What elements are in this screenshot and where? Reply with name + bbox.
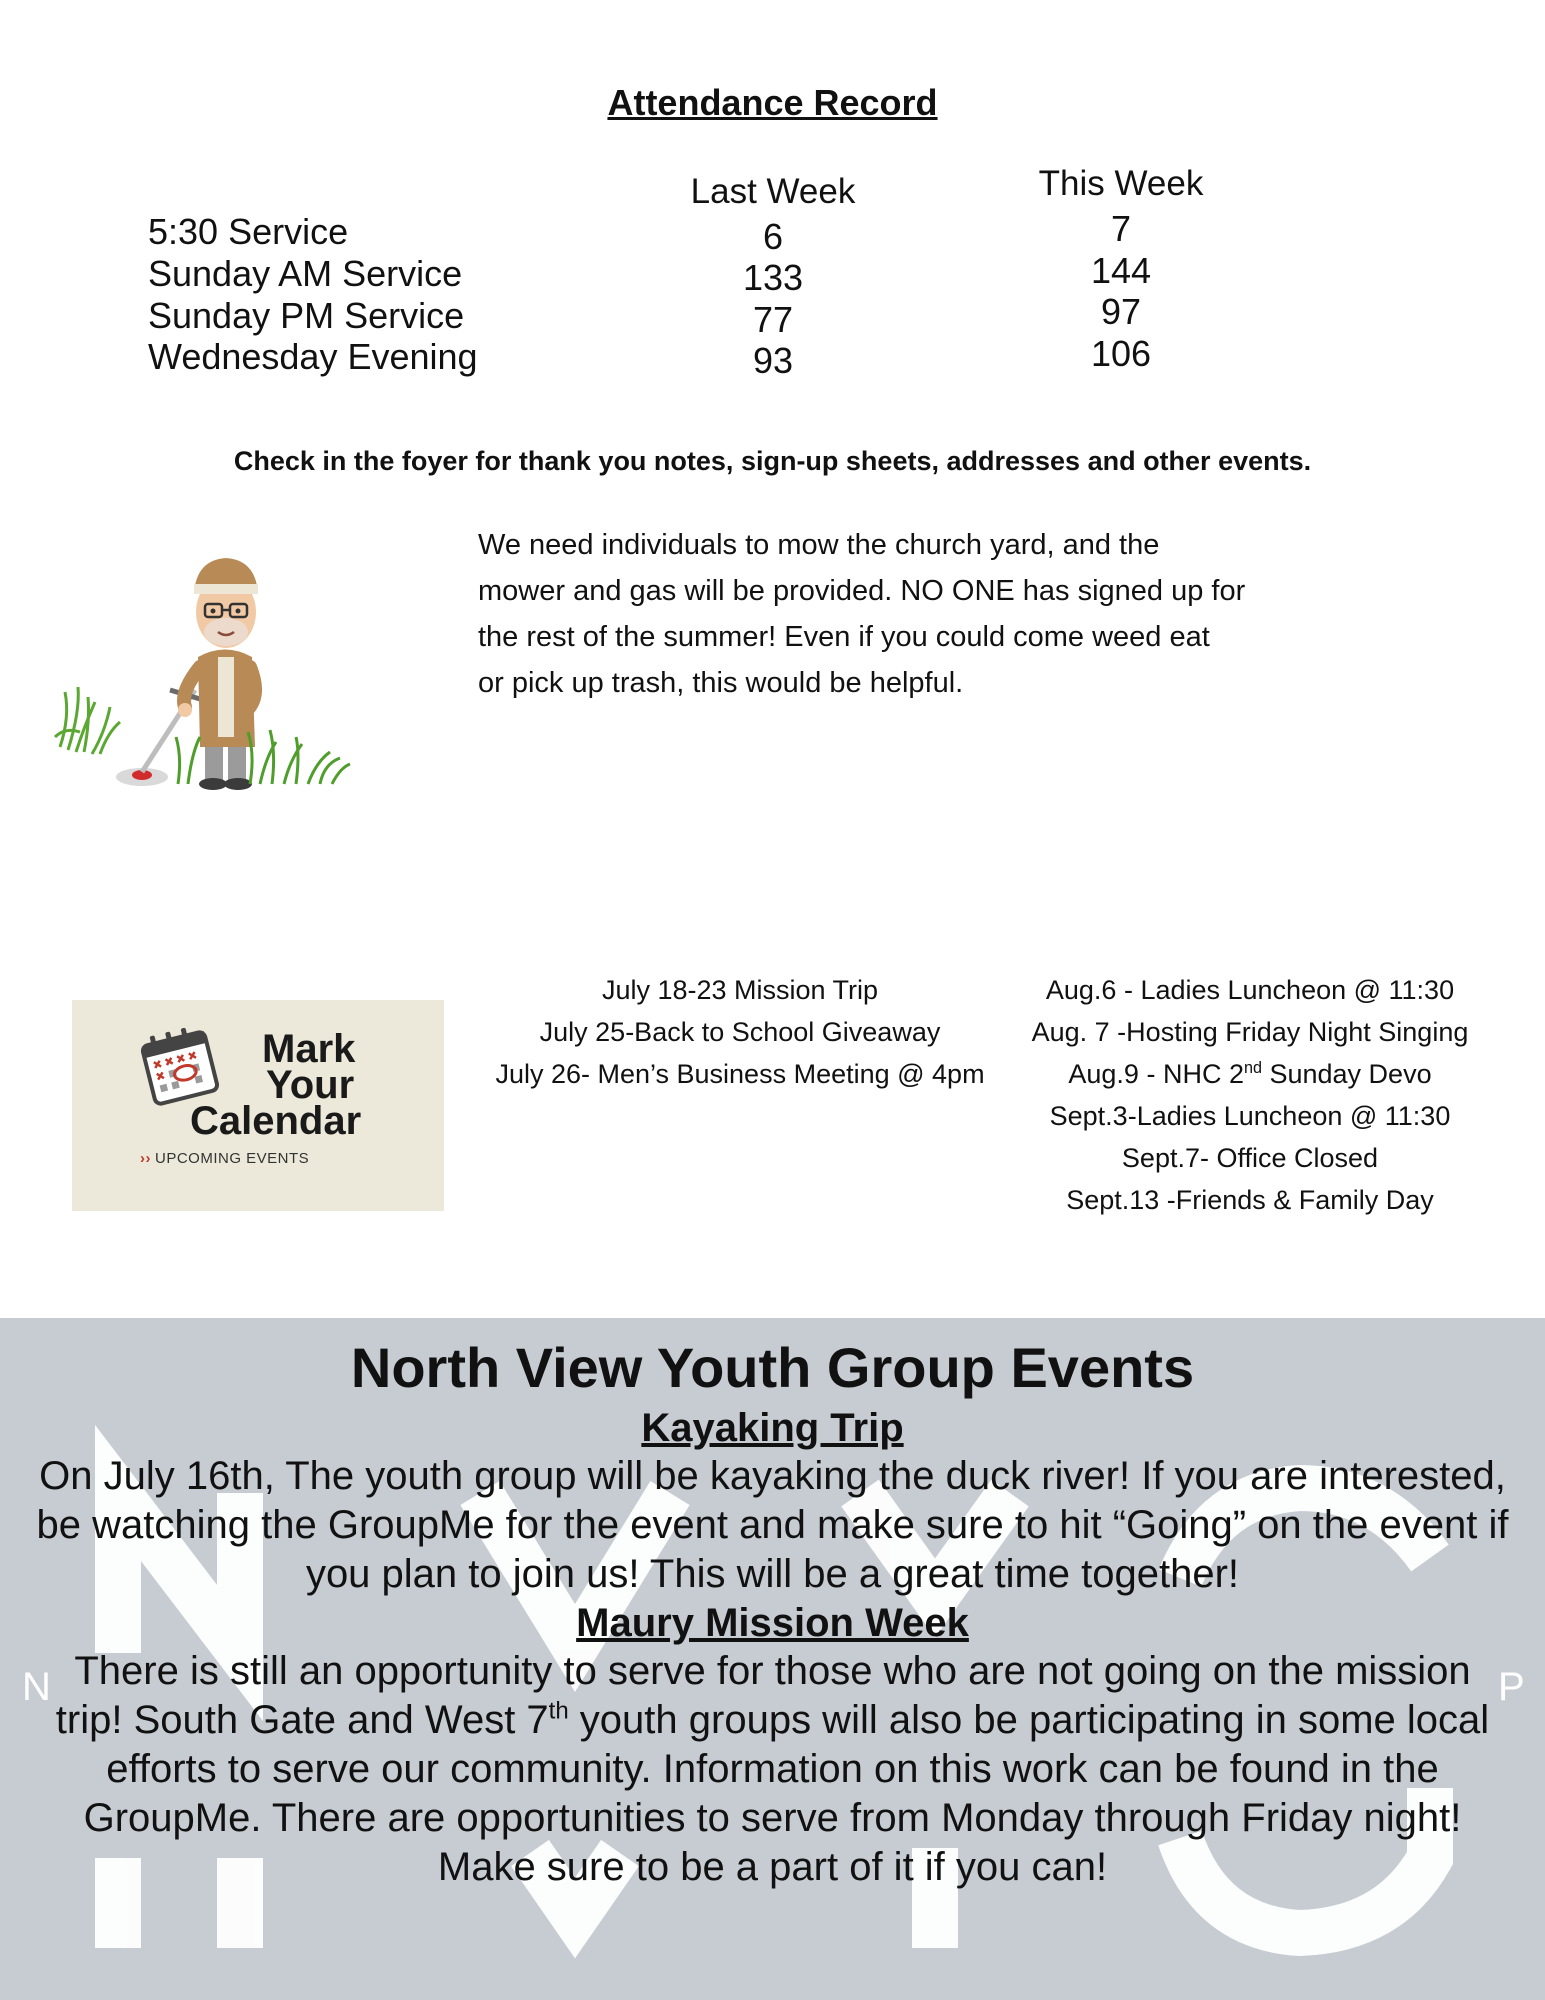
last-week-value: 133 <box>742 257 804 298</box>
this-week-value: 106 <box>1090 333 1152 374</box>
youth-events-content <box>0 1318 1545 1892</box>
row-label: Sunday AM Service <box>148 253 463 294</box>
event-text: Aug.9 - NHC 2 <box>1068 1059 1244 1089</box>
event-item: July 18-23 Mission Trip <box>601 975 879 1005</box>
last-week-value: 6 <box>762 216 784 257</box>
paragraph-text: There is still an opportunity to serve for those who are not going on the mission trip! South Gate and West 7 <box>55 1649 1471 1742</box>
column-header-this-week: This Week <box>1038 164 1204 203</box>
this-week-value: 97 <box>1100 291 1142 332</box>
last-week-value: 93 <box>752 340 794 381</box>
paragraph-text: youth groups will also be participating in some local efforts to serve our community. Information on this work can be found in the GroupMe. There are opportunities to serve from Monday through Friday night! Make sure to be a part of it if you can! <box>83 1698 1490 1889</box>
youth-section-title: North View Youth Group Events <box>350 1336 1195 1399</box>
ordinal-suffix: th <box>548 1697 569 1725</box>
row-label: 5:30 Service <box>148 211 349 252</box>
mark-your-calendar-badge <box>72 1000 444 1211</box>
upcoming-events-label: UPCOMING EVENTS <box>155 1150 310 1167</box>
event-item <box>1000 1053 1500 1095</box>
last-week-value: 77 <box>752 299 794 340</box>
man-with-weed-eater-illustration <box>50 532 355 792</box>
badge-word: Calendar <box>190 1099 362 1143</box>
badge-word: Your <box>266 1063 355 1107</box>
event-item: Aug.6 - Ladies Luncheon @ 11:30 <box>1045 975 1455 1005</box>
event-item: July 26- Men’s Business Meeting @ 4pm <box>495 1059 985 1089</box>
kayaking-paragraph: On July 16th, The youth group will be kayaking the duck river! If you are interested, be watching the GroupMe for the event and make sure to hit “Going” on the event if you plan to join us! This will be a great time together! <box>36 1454 1509 1596</box>
maury-mission-heading: Maury Mission Week <box>576 1601 969 1645</box>
chevron-right-icon: ›› <box>140 1150 151 1167</box>
mowing-volunteer-request <box>478 522 1318 706</box>
event-item: Sept.3-Ladies Luncheon @ 11:30 <box>1049 1101 1451 1131</box>
column-header-last-week: Last Week <box>690 172 856 211</box>
ordinal-suffix: nd <box>1243 1059 1262 1077</box>
watermark-letter: N <box>22 1665 51 1709</box>
mowing-line: the rest of the summer! Even if you could come weed eat <box>478 621 1210 653</box>
upcoming-events-tag <box>140 1150 309 1167</box>
foyer-note: Check in the foyer for thank you notes, sign-up sheets, addresses and other events. <box>233 446 1312 476</box>
attendance-title: Attendance Record <box>607 82 938 123</box>
this-week-value: 7 <box>1110 208 1132 249</box>
mowing-line: mower and gas will be provided. NO ONE has signed up for <box>478 575 1246 607</box>
row-label: Sunday PM Service <box>148 295 465 336</box>
event-text: Sunday Devo <box>1261 1059 1432 1089</box>
kayaking-heading: Kayaking Trip <box>641 1406 904 1450</box>
row-label: Wednesday Evening <box>148 336 478 377</box>
events-list-july <box>470 969 1010 1095</box>
mowing-line: or pick up trash, this would be helpful. <box>478 667 964 699</box>
this-week-value: 144 <box>1090 250 1152 291</box>
maury-mission-paragraph <box>0 1647 1545 1892</box>
event-item: July 25-Back to School Giveaway <box>539 1017 941 1047</box>
mowing-line: We need individuals to mow the church yard, and the <box>478 529 1160 561</box>
event-item: Sept.7- Office Closed <box>1121 1143 1379 1173</box>
event-item: Sept.13 -Friends & Family Day <box>1066 1185 1434 1215</box>
youth-group-section <box>0 1318 1545 2000</box>
events-list-aug-sept <box>1000 969 1500 1221</box>
badge-word: Mark <box>262 1027 356 1071</box>
watermark-letter: P <box>1498 1665 1525 1709</box>
event-item: Aug. 7 -Hosting Friday Night Singing <box>1031 1017 1469 1047</box>
